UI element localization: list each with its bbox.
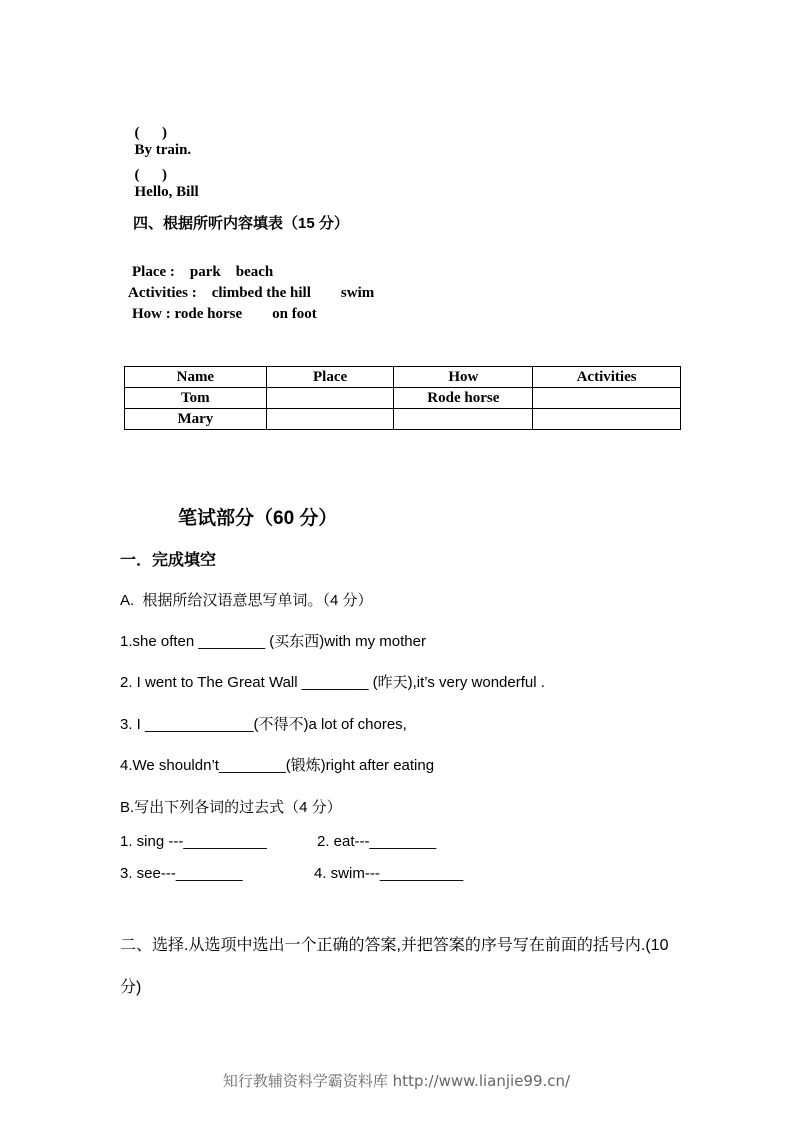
table-row: [125, 409, 681, 430]
part-b-item-4: 4. swim---__________: [314, 865, 464, 882]
part-a-title: A. 根据所给汉语意思写单词。（4 分）: [120, 592, 373, 609]
header-how: How: [394, 367, 533, 388]
item-text: Hello, Bill: [134, 184, 199, 200]
cell-activities[interactable]: [533, 409, 681, 430]
written-part-title: 笔试部分（60 分）: [178, 508, 338, 529]
item-text: By train.: [134, 142, 192, 158]
part-2-title: 二、选择.从选项中选出一个正确的答案,并把答案的序号写在前面的括号内.(10: [120, 937, 669, 954]
footer-watermark: 知行教辅资料学霸资料库 http://www.lianjie99.cn/: [222, 1072, 571, 1090]
part-b-item-3: 3. see---________: [120, 865, 243, 882]
part-b-title: B.写出下列各词的过去式（4 分）: [120, 799, 342, 816]
cell-how: Rode horse: [394, 388, 533, 409]
part-1-title: 一．完成填空: [120, 552, 217, 569]
cell-activities[interactable]: [533, 388, 681, 409]
item-hello-bill: [127, 150, 199, 201]
part-a-item-4: 4.We shouldn’t________(锻炼)right after eating: [120, 757, 435, 774]
part-b-item-1: 1. sing ---__________: [120, 833, 267, 850]
cell-name: Mary: [125, 409, 267, 430]
table-header-row: [125, 367, 681, 388]
table-row: [125, 388, 681, 409]
options-place: Place : park beach: [132, 264, 274, 280]
part-a-item-2: 2. I went to The Great Wall ________ (昨天),it’s very wonderful .: [120, 674, 545, 691]
header-place: Place: [266, 367, 394, 388]
fill-table: [124, 366, 681, 430]
header-name: Name: [125, 367, 267, 388]
part-a-item-3: 3. I _____________(不得不)a lot of chores,: [120, 716, 407, 733]
cell-how[interactable]: [394, 409, 533, 430]
part-b-item-2: 2. eat---________: [317, 833, 437, 850]
answer-bracket: ( ): [134, 167, 167, 183]
options-how: How : rode horse on foot: [132, 306, 317, 322]
cell-place[interactable]: [266, 409, 394, 430]
answer-bracket: ( ): [134, 125, 167, 141]
cell-name: Tom: [125, 388, 267, 409]
header-activities: Activities: [533, 367, 681, 388]
section-4-title: 四、根据所听内容填表（15 分）: [133, 215, 349, 232]
cell-place[interactable]: [266, 388, 394, 409]
part-2-title-cont: 分): [120, 979, 142, 996]
part-a-item-1: 1.she often ________ (买东西)with my mother: [120, 633, 426, 650]
options-activities: Activities : climbed the hill swim: [128, 285, 375, 301]
